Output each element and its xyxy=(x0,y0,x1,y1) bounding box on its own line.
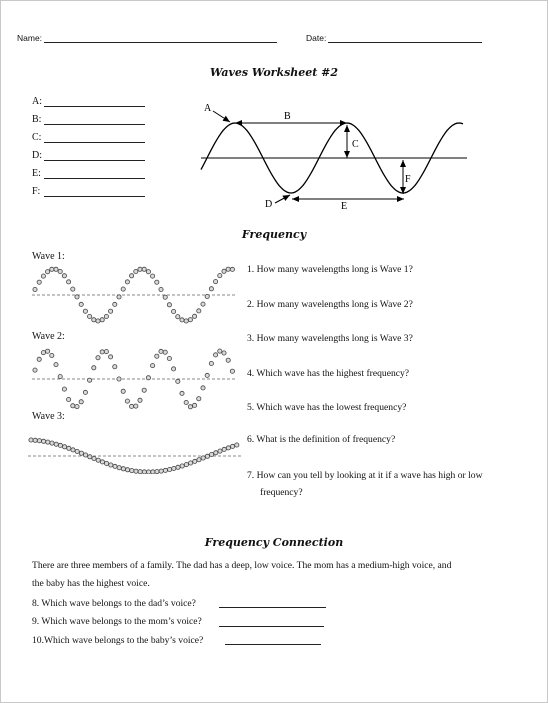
wave3-dot xyxy=(214,451,218,455)
wave2-dot xyxy=(180,391,184,395)
name-label: Name: xyxy=(17,33,43,43)
wave1-dot xyxy=(117,295,121,299)
wave3-dot xyxy=(172,466,176,470)
wave3-dot xyxy=(105,461,109,465)
wave1-dot xyxy=(100,318,104,322)
label-d: D: xyxy=(32,150,42,161)
wave-3-graphic xyxy=(28,432,243,474)
wave3-dot xyxy=(147,470,151,474)
wave1-dot xyxy=(75,295,79,299)
wave3-dot xyxy=(58,443,62,447)
wave3-dot xyxy=(189,461,193,465)
connection-paragraph-line2: the baby has the highest voice. xyxy=(32,578,150,589)
wave1-dot xyxy=(163,295,167,299)
wave3-dot xyxy=(235,443,239,447)
wave2-dot xyxy=(33,368,37,372)
wave1-dot xyxy=(146,270,150,274)
wave3-dot xyxy=(231,444,235,448)
blank-c[interactable] xyxy=(44,142,145,143)
wave2-dot xyxy=(41,351,45,355)
wave2-dot xyxy=(176,379,180,383)
wave1-dot xyxy=(226,267,230,271)
wave1-dot xyxy=(88,314,92,318)
wave2-dot xyxy=(54,363,58,367)
blank-a[interactable] xyxy=(44,106,145,107)
wave2-dot xyxy=(222,351,226,355)
wave1-label: Wave 1: xyxy=(32,251,65,262)
diagram-label-e: E xyxy=(341,201,348,212)
wave3-dot xyxy=(222,447,226,451)
wave2-dot xyxy=(201,386,205,390)
connection-heading: Frequency Connection xyxy=(204,536,344,549)
wave1-dot xyxy=(41,274,45,278)
wave3-dot xyxy=(163,468,167,472)
wave1-dot xyxy=(197,309,201,313)
wave3-dot xyxy=(142,470,146,474)
wave2-dot xyxy=(159,349,163,353)
wave3-label: Wave 3: xyxy=(32,411,65,422)
wave3-dot xyxy=(180,464,184,468)
arrow-d xyxy=(275,195,290,203)
wave1-dot xyxy=(134,269,138,273)
blank-f[interactable] xyxy=(44,196,145,197)
wave2-dot xyxy=(92,366,96,370)
wave3-dot xyxy=(218,449,222,453)
wave3-dot xyxy=(88,455,92,459)
wave1-dot xyxy=(142,267,146,271)
question-7-continued: frequency? xyxy=(260,487,303,498)
worksheet-title: Waves Worksheet #2 xyxy=(209,66,339,79)
question-4: 4. Which wave has the highest frequency? xyxy=(247,368,410,379)
wave2-dot xyxy=(138,398,142,402)
wave2-dot xyxy=(209,361,213,365)
wave1-dot xyxy=(222,269,226,273)
blank-e[interactable] xyxy=(44,178,145,179)
wave1-dot xyxy=(176,315,180,319)
wave1-dot xyxy=(188,318,192,322)
wave2-dot xyxy=(104,350,108,354)
wave2-dot xyxy=(79,400,83,404)
label-b: B: xyxy=(32,114,42,125)
label-a: A: xyxy=(32,96,42,107)
wave3-dot xyxy=(46,440,50,444)
wave3-dot xyxy=(54,442,58,446)
wave3-dot xyxy=(92,456,96,460)
wave1-dot xyxy=(46,270,50,274)
wave3-dot xyxy=(71,448,75,452)
date-field[interactable] xyxy=(328,42,482,43)
wave3-dot xyxy=(96,458,100,462)
wave2-dot xyxy=(67,397,71,401)
wave3-dot xyxy=(226,446,230,450)
wave-diagram xyxy=(195,95,470,215)
wave1-dot xyxy=(201,302,205,306)
wave2-dot xyxy=(121,389,125,393)
wave1-dot xyxy=(121,287,125,291)
wave3-dot xyxy=(151,470,155,474)
wave1-dot xyxy=(54,267,58,271)
label-c: C: xyxy=(32,132,42,143)
wave1-dot xyxy=(62,274,66,278)
wave3-dot xyxy=(29,438,33,442)
blank-b[interactable] xyxy=(44,124,145,125)
wave1-dot xyxy=(130,274,134,278)
wave2-dot xyxy=(88,378,92,382)
wave2-dot xyxy=(226,358,230,362)
wave3-dot xyxy=(134,469,138,473)
wave3-dot xyxy=(42,439,46,443)
wave2-dot xyxy=(146,376,150,380)
wave3-dot xyxy=(201,456,205,460)
wave2-dot xyxy=(167,356,171,360)
wave1-dot xyxy=(205,294,209,298)
wave3-dot xyxy=(109,463,113,467)
wave1-dot xyxy=(33,287,37,291)
wave3-dot xyxy=(210,452,214,456)
question-10: 10.Which wave belongs to the baby’s voice? xyxy=(32,635,204,646)
wave1-dot xyxy=(209,287,213,291)
question-8: 8. Which wave belongs to the dad’s voice? xyxy=(32,598,196,609)
wave2-dot xyxy=(205,373,209,377)
name-field[interactable] xyxy=(44,42,277,43)
wave3-dot xyxy=(126,468,130,472)
wave2-dot xyxy=(197,397,201,401)
wave2-dot xyxy=(46,349,50,353)
wave3-dot xyxy=(50,441,54,445)
wave1-dot xyxy=(218,274,222,278)
wave1-dot xyxy=(180,318,184,322)
wave3-dot xyxy=(155,470,159,474)
question-2: 2. How many wavelengths long is Wave 2? xyxy=(247,299,413,310)
diagram-label-a: A xyxy=(204,103,212,114)
wave3-dot xyxy=(100,460,104,464)
wave1-dot xyxy=(79,302,83,306)
wave1-dot xyxy=(159,287,163,291)
wave2-dot xyxy=(134,404,138,408)
wave2-dot xyxy=(117,377,121,381)
wave2-dot xyxy=(75,405,79,409)
wave2-dot xyxy=(163,350,167,354)
wave3-dot xyxy=(75,449,79,453)
date-label: Date: xyxy=(306,33,327,43)
answer-8-field[interactable] xyxy=(219,607,326,608)
wave2-dot xyxy=(130,404,134,408)
wave2-dot xyxy=(113,365,117,369)
wave1-dot xyxy=(172,309,176,313)
wave1-dot xyxy=(71,287,75,291)
wave2-dot xyxy=(218,349,222,353)
wave1-dot xyxy=(230,267,234,271)
label-e: E: xyxy=(32,168,41,179)
diagram-label-c: C xyxy=(352,139,359,150)
wave3-dot xyxy=(176,465,180,469)
wave1-dot xyxy=(109,309,113,313)
connection-paragraph-line1: There are three members of a family. The dad has a deep, low voice. The mom has a medium-high voice, and xyxy=(32,560,452,571)
arrow-a xyxy=(213,111,230,122)
wave1-dot xyxy=(155,280,159,284)
question-9: 9. Which wave belongs to the mom’s voice? xyxy=(32,616,202,627)
wave2-dot xyxy=(109,355,113,359)
wave-1-graphic xyxy=(32,262,237,328)
answer-10-field[interactable] xyxy=(225,644,321,645)
wave-2-graphic xyxy=(32,344,237,414)
wave1-dot xyxy=(37,280,41,284)
question-5: 5. Which wave has the lowest frequency? xyxy=(247,402,407,413)
diagram-label-d: D xyxy=(265,199,273,210)
wave1-dot xyxy=(167,303,171,307)
wave3-dot xyxy=(33,438,37,442)
label-f: F: xyxy=(32,186,41,197)
wave3-dot xyxy=(197,458,201,462)
wave1-dot xyxy=(125,280,129,284)
wave3-dot xyxy=(113,464,117,468)
wave3-dot xyxy=(63,445,67,449)
wave1-dot xyxy=(193,314,197,318)
wave2-dot xyxy=(58,375,62,379)
wave1-dot xyxy=(104,314,108,318)
wave2-dot xyxy=(142,388,146,392)
wave1-dot xyxy=(50,267,54,271)
question-7: 7. How can you tell by looking at it if a wave has high or low xyxy=(247,470,483,481)
wave2-dot xyxy=(214,353,218,357)
wave1-dot xyxy=(96,319,100,323)
wave3-dot xyxy=(138,470,142,474)
wave1-dot xyxy=(58,269,62,273)
blank-d[interactable] xyxy=(44,160,145,161)
wave3-dot xyxy=(205,454,209,458)
diagram-label-b: B xyxy=(284,111,291,122)
wave1-dot xyxy=(113,302,117,306)
wave2-dot xyxy=(100,350,104,354)
wave3-dot xyxy=(168,467,172,471)
wave3-dot xyxy=(37,439,41,443)
wave2-dot xyxy=(96,356,100,360)
diagram-label-f: F xyxy=(405,174,411,185)
wave2-dot xyxy=(230,369,234,373)
wave3-dot xyxy=(130,469,134,473)
wave3-dot xyxy=(184,463,188,467)
wave3-dot xyxy=(121,467,125,471)
wave1-dot xyxy=(83,309,87,313)
wave2-label: Wave 2: xyxy=(32,331,65,342)
wave1-dot xyxy=(67,280,71,284)
wave2-dot xyxy=(151,364,155,368)
wave1-dot xyxy=(151,274,155,278)
wave2-dot xyxy=(172,367,176,371)
question-6: 6. What is the definition of frequency? xyxy=(247,434,396,445)
wave3-dot xyxy=(84,453,88,457)
wave2-dot xyxy=(188,405,192,409)
wave3-dot xyxy=(67,446,71,450)
answer-9-field[interactable] xyxy=(219,626,324,627)
wave1-dot xyxy=(138,267,142,271)
wave2-dot xyxy=(184,400,188,404)
wave3-dot xyxy=(117,466,121,470)
wave1-dot xyxy=(214,280,218,284)
wave2-dot xyxy=(125,399,129,403)
wave1-dot xyxy=(184,319,188,323)
wave2-dot xyxy=(71,404,75,408)
wave3-dot xyxy=(79,451,83,455)
wave1-dot xyxy=(92,318,96,322)
question-3: 3. How many wavelengths long is Wave 3? xyxy=(247,333,413,344)
wave2-dot xyxy=(37,357,41,361)
wave3-dot xyxy=(159,469,163,473)
wave2-dot xyxy=(193,403,197,407)
wave3-dot xyxy=(193,459,197,463)
frequency-heading: Frequency xyxy=(241,228,307,241)
wave2-dot xyxy=(50,353,54,357)
wave2-dot xyxy=(62,387,66,391)
wave2-dot xyxy=(155,354,159,358)
wave2-dot xyxy=(83,390,87,394)
question-1: 1. How many wavelengths long is Wave 1? xyxy=(247,264,413,275)
